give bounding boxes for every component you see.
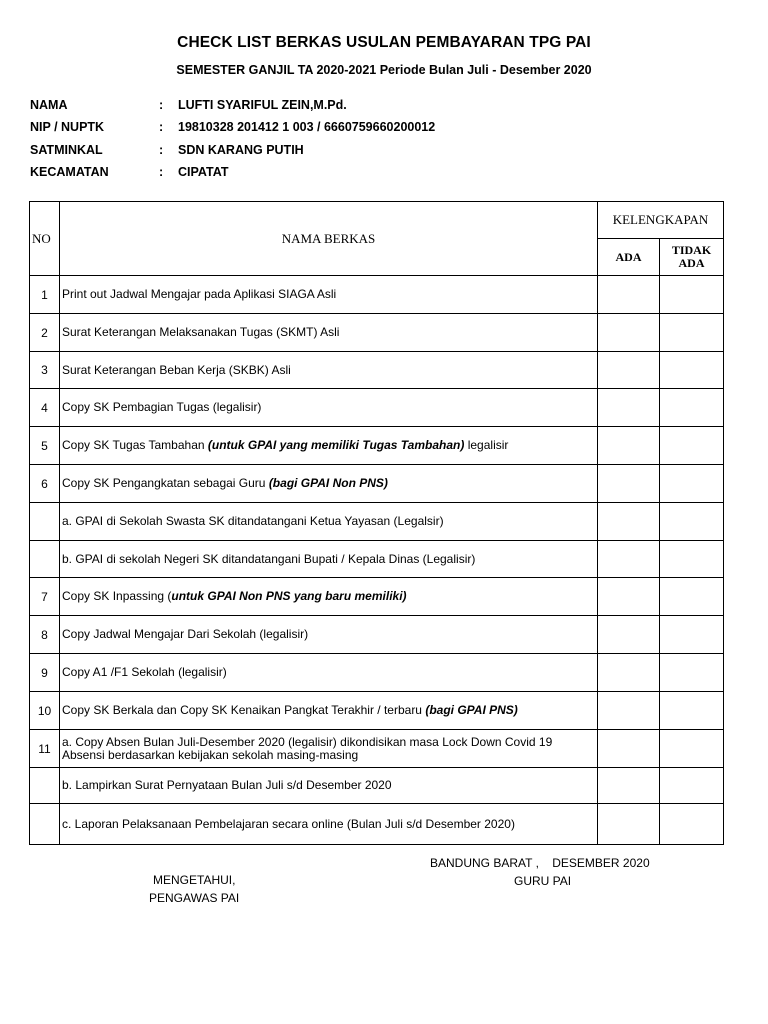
row-text: Copy Jadwal Mengajar Dari Sekolah (legalisir)	[62, 627, 309, 641]
ada-checkbox-cell[interactable]	[598, 465, 660, 503]
row-text: Copy SK Inpassing (	[62, 589, 172, 603]
ada-checkbox-cell[interactable]	[598, 314, 660, 352]
ada-checkbox-cell[interactable]	[598, 276, 660, 314]
ada-checkbox-cell[interactable]	[598, 427, 660, 465]
document-title: CHECK LIST BERKAS USULAN PEMBAYARAN TPG PAI	[177, 34, 591, 51]
row-number: 4	[30, 389, 60, 427]
row-note-emphasis: (bagi GPAI PNS)	[425, 703, 518, 717]
ada-checkbox-cell[interactable]	[598, 541, 660, 578]
ada-checkbox-cell[interactable]	[598, 352, 660, 389]
tidak-ada-checkbox-cell[interactable]	[660, 578, 724, 616]
ada-checkbox-cell[interactable]	[598, 578, 660, 616]
info-colon: :	[159, 120, 164, 134]
checklist-table	[29, 201, 724, 845]
row-text: Surat Keterangan Beban Kerja (SKBK) Asli	[62, 362, 291, 377]
row-number	[30, 768, 60, 804]
row-document-name	[60, 578, 598, 616]
table-row	[30, 276, 724, 314]
table-row	[30, 654, 724, 692]
row-number	[30, 541, 60, 578]
row-text: Print out Jadwal Mengajar pada Aplikasi SIAGA Asli	[62, 287, 337, 301]
row-document-name	[60, 389, 598, 427]
row-document-name	[60, 804, 598, 845]
header-kelengkapan: KELENGKAPAN	[598, 202, 724, 239]
row-number: 1	[30, 276, 60, 314]
info-colon: :	[159, 165, 164, 179]
row-document-name	[60, 314, 598, 352]
table-row	[30, 352, 724, 389]
header-nama-berkas: NAMA BERKAS	[60, 202, 598, 276]
tidak-ada-checkbox-cell[interactable]	[660, 427, 724, 465]
tidak-ada-checkbox-cell[interactable]	[660, 352, 724, 389]
table-row	[30, 578, 724, 616]
row-number: 3	[30, 352, 60, 389]
row-number: 9	[30, 654, 60, 692]
header-tidak-ada: TIDAK ADA	[660, 239, 724, 276]
table-row	[30, 314, 724, 352]
row-document-name	[60, 352, 598, 389]
tidak-ada-checkbox-cell[interactable]	[660, 314, 724, 352]
info-colon: :	[159, 98, 164, 112]
row-text: a. GPAI di Sekolah Swasta SK ditandatangani Ketua Yayasan (Legalsir)	[62, 514, 444, 528]
row-text: a. Copy Absen Bulan Juli-Desember 2020 (legalisir) dikondisikan masa Lock Down Covid 19 Absensi berdasarkan kebijakan sekolah masing-masing	[62, 734, 553, 762]
tidak-ada-checkbox-cell[interactable]	[660, 616, 724, 654]
row-number: 2	[30, 314, 60, 352]
row-number: 7	[30, 578, 60, 616]
row-document-name	[60, 427, 598, 465]
row-text: Copy A1 /F1 Sekolah (legalisir)	[62, 665, 227, 679]
tidak-ada-checkbox-cell[interactable]	[660, 768, 724, 804]
row-document-name	[60, 654, 598, 692]
row-note-emphasis: (untuk GPAI yang memiliki Tugas Tambahan)	[207, 438, 465, 452]
signature-mengetahui: MENGETAHUI,	[153, 873, 236, 887]
row-document-name	[60, 616, 598, 654]
tidak-ada-checkbox-cell[interactable]	[660, 389, 724, 427]
info-label: NIP / NUPTK	[30, 120, 105, 134]
table-row	[30, 541, 724, 578]
info-label: NAMA	[30, 98, 68, 112]
header-no: NO	[30, 202, 60, 276]
table-row	[30, 804, 724, 845]
ada-checkbox-cell[interactable]	[598, 654, 660, 692]
row-document-name	[60, 692, 598, 730]
row-text: Copy SK Pengangkatan sebagai Guru	[62, 476, 269, 490]
tidak-ada-checkbox-cell[interactable]	[660, 654, 724, 692]
tidak-ada-checkbox-cell[interactable]	[660, 730, 724, 768]
row-number: 6	[30, 465, 60, 503]
tidak-ada-checkbox-cell[interactable]	[660, 541, 724, 578]
tidak-ada-checkbox-cell[interactable]	[660, 276, 724, 314]
info-value: LUFTI SYARIFUL ZEIN,M.Pd.	[178, 98, 347, 112]
ada-checkbox-cell[interactable]	[598, 730, 660, 768]
table-row	[30, 730, 724, 768]
row-text: b. Lampirkan Surat Pernyataan Bulan Juli s/d Desember 2020	[62, 778, 392, 792]
signature-guru-role: GURU PAI	[514, 874, 572, 888]
row-document-name	[60, 730, 598, 768]
row-document-name	[60, 465, 598, 503]
table-row	[30, 616, 724, 654]
table-row	[30, 503, 724, 541]
row-number: 5	[30, 427, 60, 465]
ada-checkbox-cell[interactable]	[598, 616, 660, 654]
row-number	[30, 503, 60, 541]
info-value: CIPATAT	[178, 165, 229, 179]
row-text: Copy SK Berkala dan Copy SK Kenaikan Pangkat Terakhir / terbaru	[62, 703, 426, 717]
row-document-name	[60, 276, 598, 314]
row-number	[30, 804, 60, 845]
ada-checkbox-cell[interactable]	[598, 768, 660, 804]
row-document-name	[60, 541, 598, 578]
row-number: 10	[30, 692, 60, 730]
signature-place-date: BANDUNG BARAT , DESEMBER 2020	[430, 856, 650, 870]
row-text: b. GPAI di sekolah Negeri SK ditandatangani Bupati / Kepala Dinas (Legalisir)	[62, 551, 476, 566]
row-document-name	[60, 768, 598, 804]
ada-checkbox-cell[interactable]	[598, 692, 660, 730]
table-row	[30, 768, 724, 804]
info-colon: :	[159, 143, 164, 157]
row-text: Copy SK Pembagian Tugas (legalisir)	[62, 400, 262, 414]
row-number: 8	[30, 616, 60, 654]
row-note-emphasis: untuk GPAI Non PNS yang baru memiliki)	[171, 589, 407, 603]
table-row	[30, 465, 724, 503]
tidak-ada-checkbox-cell[interactable]	[660, 465, 724, 503]
table-row	[30, 427, 724, 465]
info-label: SATMINKAL	[30, 143, 103, 157]
row-document-name	[60, 503, 598, 541]
tidak-ada-checkbox-cell[interactable]	[660, 503, 724, 541]
row-text: legalisir	[464, 438, 509, 452]
tidak-ada-checkbox-cell[interactable]	[660, 804, 724, 845]
info-value: 19810328 201412 1 003 / 6660759660200012	[178, 120, 436, 134]
row-text: Copy SK Tugas Tambahan	[62, 438, 208, 452]
ada-checkbox-cell[interactable]	[598, 503, 660, 541]
document-subtitle: SEMESTER GANJIL TA 2020-2021 Periode Bulan Juli - Desember 2020	[176, 63, 592, 77]
header-ada: ADA	[598, 239, 660, 276]
row-note-emphasis: (bagi GPAI Non PNS)	[268, 476, 388, 490]
ada-checkbox-cell[interactable]	[598, 804, 660, 845]
ada-checkbox-cell[interactable]	[598, 389, 660, 427]
table-row	[30, 692, 724, 730]
table-row	[30, 389, 724, 427]
row-number: 11	[30, 730, 60, 768]
row-text: c. Laporan Pelaksanaan Pembelajaran secara online (Bulan Juli s/d Desember 2020)	[62, 816, 515, 831]
signature-pengawas-role: PENGAWAS PAI	[149, 891, 240, 905]
info-value: SDN KARANG PUTIH	[178, 143, 304, 157]
info-label: KECAMATAN	[30, 165, 109, 179]
tidak-ada-checkbox-cell[interactable]	[660, 692, 724, 730]
row-text: Surat Keterangan Melaksanakan Tugas (SKMT) Asli	[62, 325, 340, 339]
